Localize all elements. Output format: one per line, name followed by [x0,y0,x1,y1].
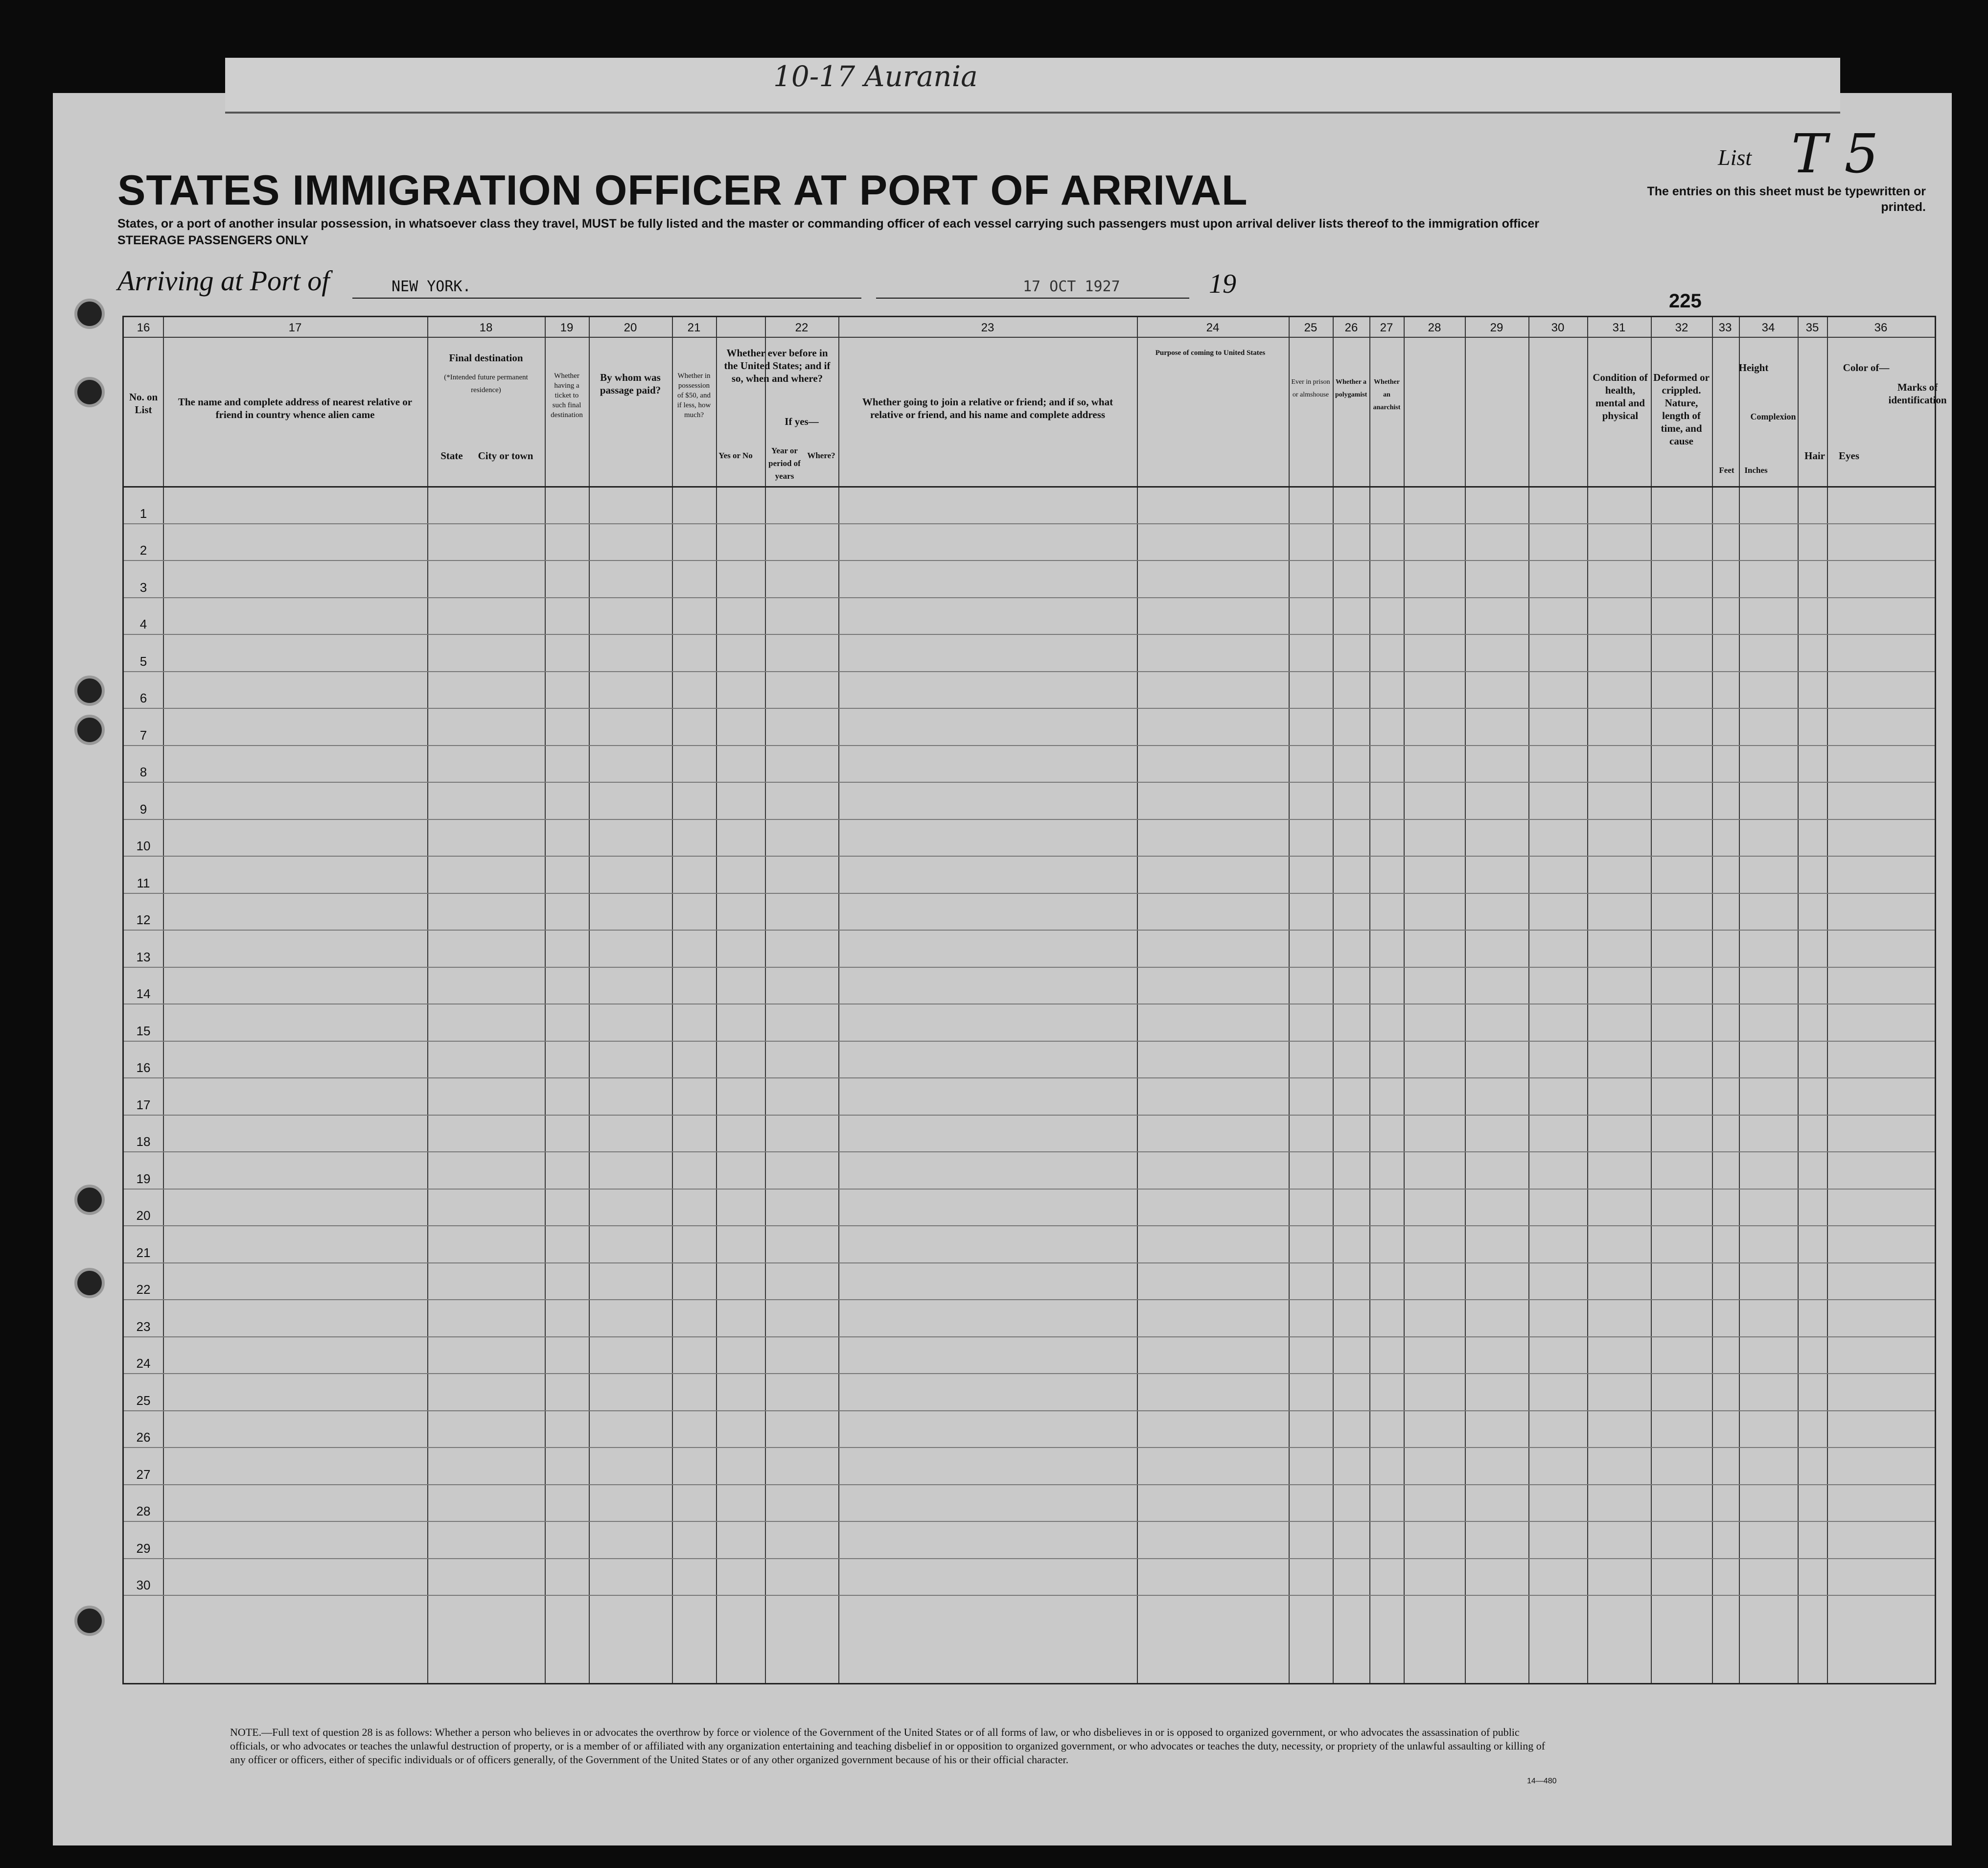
header-inches: Inches [1744,466,1768,475]
header-eyes: Eyes [1839,450,1859,462]
column-number: 28 [1428,321,1441,334]
column-divider [1465,317,1466,1683]
header-color-of: Color of— [1843,362,1890,374]
column-divider [1137,317,1138,1683]
row-rule [124,1262,1935,1263]
row-number: 24 [136,1356,151,1371]
column-divider [838,317,839,1683]
header-height: Height [1738,362,1769,374]
row-number: 3 [139,580,147,595]
page-title: STATES IMMIGRATION OFFICER AT PORT OF ARRIVAL [117,167,1248,214]
form-number: 14—480 [1527,1777,1557,1785]
row-rule [124,1299,1935,1300]
column-number: 26 [1344,321,1358,334]
row-rule [124,671,1935,672]
row-rule [124,1410,1935,1411]
row-number: 15 [136,1023,151,1038]
header-destination-note: (*Intended future permanent residence) [444,374,528,394]
list-value: T 5 [1791,122,1879,185]
column-number: 29 [1490,321,1503,334]
page-number: 225 [1669,290,1702,312]
row-rule [124,856,1935,857]
header-ticket: Whether having a ticket to such final destination [551,372,583,419]
row-number: 5 [139,654,147,669]
row-number: 18 [136,1134,151,1149]
header-hair: Hair [1804,450,1825,462]
column-divider [545,317,546,1683]
column-divider [765,317,766,1683]
header-feet: Feet [1719,466,1734,475]
header-join-relative: Whether going to join a relative or friend; and if so, what relative or friend, and his name and complete address [862,396,1113,420]
header-prison: Ever in prison or almshouse [1291,378,1330,398]
header-purpose: Purpose of coming to United States [1155,349,1266,357]
binding-hole [74,676,105,706]
row-number: 30 [136,1578,151,1592]
row-number: 16 [136,1060,151,1075]
column-number: 30 [1551,321,1565,334]
date-underline [876,298,1189,299]
column-number: 32 [1675,321,1688,334]
column-number: 16 [137,321,150,334]
row-rule [124,819,1935,820]
header-bottom-rule [124,486,1935,488]
port-underline [352,298,861,299]
column-divider [1651,317,1652,1683]
row-rule [124,782,1935,783]
header-passage-paid: By whom was passage paid? [600,372,661,396]
row-rule [124,1115,1935,1116]
header-if-yes: If yes— [785,416,819,427]
binding-hole [74,299,105,329]
row-number: 6 [139,691,147,705]
column-divider [1798,317,1799,1683]
row-rule [124,1041,1935,1042]
binding-hole [74,1268,105,1298]
column-number: 25 [1304,321,1318,334]
header-polygamist: Whether a polygamist [1335,378,1367,398]
header-final-destination: Final destination [449,352,523,364]
row-number: 23 [136,1319,151,1334]
column-divider [1587,317,1588,1683]
column-divider [1739,317,1740,1683]
header-complexion: Complexion [1750,412,1796,421]
row-rule [124,1558,1935,1559]
column-number: 23 [981,321,994,334]
row-number: 20 [136,1208,151,1223]
header-yes-no: Yes or No [718,451,753,460]
binding-hole [74,377,105,407]
row-rule [124,745,1935,746]
column-number: 17 [288,321,302,334]
column-divider [672,317,673,1683]
header-year-period: Year or period of years [768,446,801,481]
row-rule [124,1373,1935,1374]
column-number: 19 [560,321,574,334]
row-rule [124,560,1935,561]
column-number: 18 [479,321,493,334]
header-deformed: Deformed or crippled. Nature, length of time, and cause [1653,372,1710,447]
binding-hole [74,1606,105,1636]
header-anarchist: Whether an anarchist [1373,378,1401,411]
header-where: Where? [807,451,835,460]
column-divider [427,317,428,1683]
row-rule [124,967,1935,968]
row-rule [124,523,1935,524]
column-divider [716,317,717,1683]
column-number: 21 [687,321,701,334]
row-number: 14 [136,986,151,1001]
row-number: 7 [139,727,147,743]
header-marks: Marks of identification [1888,381,1947,406]
row-number: 29 [136,1541,151,1556]
header-city: City or town [478,450,533,462]
row-rule [124,930,1935,931]
column-divider [1827,317,1828,1683]
row-rule [124,634,1935,635]
row-number: 19 [136,1171,151,1186]
row-number: 8 [139,765,147,779]
header-cash: Whether in possession of $50, and if less, how much? [677,372,711,419]
header-no-on-list: No. on List [129,391,158,416]
row-number: 2 [139,543,147,558]
row-number: 13 [136,949,151,964]
manifest-table [122,316,1947,1684]
row-rule [124,597,1935,598]
header-number-rule [124,337,1935,338]
row-number: 27 [136,1467,151,1482]
row-rule [124,893,1935,894]
column-number: 20 [624,321,637,334]
row-rule [124,1447,1935,1448]
footnote: NOTE.—Full text of question 28 is as follows: Whether a person who believes in or advocates the overthrow by force or violence of the Government of the United States or of all forms of law, or who disbelieves in or is opposed to organized government, or who advocates the assassination of public officials, or who advocates or teaches the unlawful destruction of property, or is a member of or affiliated with any organization entertaining and teaching disbelief in or opposition to organized government, or who advocates or teaches the duty, necessity, or propriety of the unlawful assaulting or killing of any officer or officers, either of specific individuals or of officers generally, of the Government of the United States or of any other organized government because of his or their official character. [230,1726,1546,1766]
tab-note: 10-17 Aurania [773,60,978,93]
column-divider [1404,317,1405,1683]
row-number: 17 [136,1097,151,1112]
row-number: 4 [139,617,147,631]
row-rule [124,1595,1935,1596]
header-health: Condition of health, mental and physical [1593,372,1648,421]
row-rule [124,1521,1935,1522]
row-number: 22 [136,1282,151,1297]
year-prefix: 19 [1209,269,1236,299]
column-number: 27 [1380,321,1393,334]
date-value: 17 OCT 1927 [1023,278,1120,295]
row-rule [124,1189,1935,1190]
row-number: 1 [139,506,147,521]
index-tabs [225,58,1840,114]
column-number: 24 [1206,321,1220,334]
column-divider [1333,317,1334,1683]
row-rule [124,1336,1935,1337]
subtitle [117,215,1605,249]
column-divider [1369,317,1370,1683]
header-relative-address: The name and complete address of nearest relative or friend in country whence alien came [178,396,413,420]
row-number: 21 [136,1245,151,1260]
column-number: 31 [1612,321,1626,334]
row-number: 26 [136,1430,151,1445]
row-rule [124,1225,1935,1226]
column-divider [589,317,590,1683]
row-number: 11 [137,875,150,890]
row-rule [124,1151,1935,1152]
entries-note: The entries on this sheet must be typewritten or printed. [1647,185,1926,214]
row-number: 12 [136,912,151,927]
binding-hole [74,715,105,745]
row-number: 25 [136,1393,151,1408]
column-divider [163,317,164,1683]
column-number: 22 [795,321,809,334]
column-number: 36 [1874,321,1888,334]
steerage-text: STEERAGE PASSENGERS ONLY [117,234,309,247]
row-number: 28 [136,1504,151,1518]
column-divider [1528,317,1529,1683]
column-number: 34 [1761,321,1775,334]
row-number: 10 [136,839,151,853]
binding-hole [74,1185,105,1215]
arriving-label: Arriving at Port of [117,265,330,297]
row-rule [124,708,1935,709]
row-number: 9 [139,801,147,817]
column-number: 33 [1718,321,1732,334]
subtitle-text: States, or a port of another insular possession, in whatsoever class they travel, MUST be fully listed and the master or commanding officer of each vessel carrying such passengers must upon arrival deliver lists thereof to the immigration officer [117,217,1539,231]
list-label: List [1718,145,1752,170]
column-divider [1289,317,1290,1683]
column-number: 35 [1805,321,1819,334]
row-rule [124,1077,1935,1078]
header-state: State [440,450,463,462]
column-divider [1712,317,1713,1683]
port-value: NEW YORK. [392,278,471,295]
header-before-in-us: Whether ever before in the United States; and if so, when and where? [724,347,831,384]
row-rule [124,1484,1935,1485]
